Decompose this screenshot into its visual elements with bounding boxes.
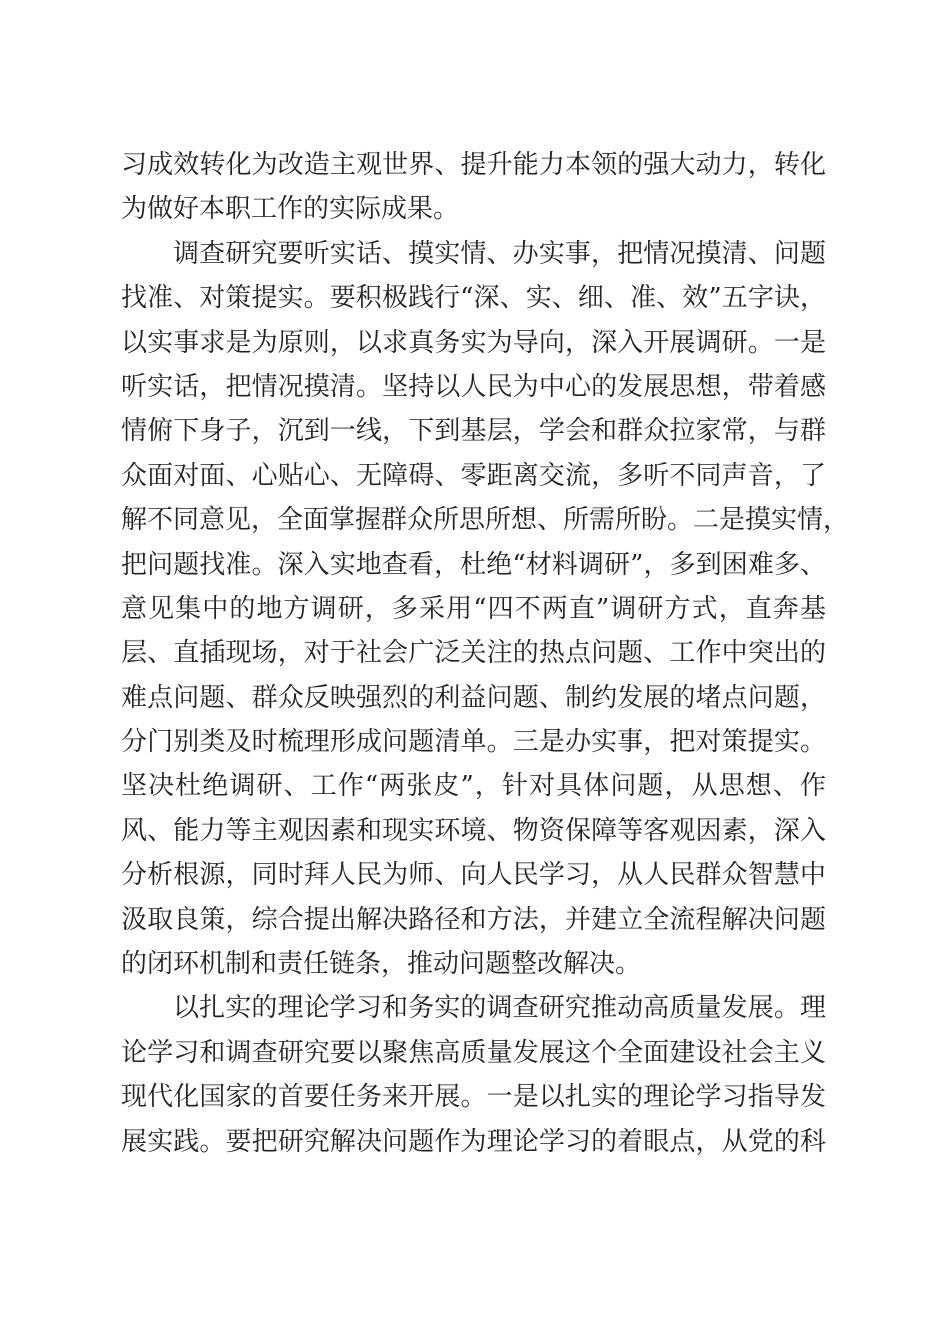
text-line: 的闭环机制和责任链条，推动问题整改解决。	[121, 949, 642, 980]
paragraph-3	[121, 986, 826, 1164]
body-text	[121, 143, 850, 1164]
text-line: 情俯下身子，沉到一线，下到基层，学会和群众拉家常，与群	[121, 416, 826, 447]
text-line: 分门别类及时梳理形成问题清单。三是办实事，把对策提实。	[121, 727, 826, 758]
text-line: 众面对面、心贴心、无障碍、零距离交流，多听不同声音，了	[121, 460, 826, 491]
text-line: 听实话，把情况摸清。坚持以人民为中心的发展思想，带着感	[121, 371, 826, 402]
text-line: 为做好本职工作的实际成果。	[121, 194, 460, 225]
text-line: 找准、对策提实。要积极践行“深、实、细、准、效”五字诀，	[121, 283, 826, 314]
paragraph-1	[121, 143, 826, 232]
text-line: 把问题找准。深入实地查看，杜绝“材料调研”，多到困难多、	[121, 549, 826, 580]
text-line: 风、能力等主观因素和现实环境、物资保障等客观因素，深入	[121, 815, 826, 846]
text-line: 层、直插现场，对于社会广泛关注的热点问题、工作中突出的	[121, 638, 826, 669]
text-line: 论学习和调查研究要以聚焦高质量发展这个全面建设社会主义	[121, 1037, 826, 1068]
text-line: 汲取良策，综合提出解决路径和方法，并建立全流程解决问题	[121, 904, 826, 935]
text-line: 以实事求是为原则，以求真务实为导向，深入开展调研。一是	[121, 327, 826, 358]
text-line: 调查研究要听实话、摸实情、办实事，把情况摸清、问题	[173, 238, 826, 269]
text-line: 以扎实的理论学习和务实的调查研究推动高质量发展。理	[173, 993, 826, 1024]
text-line: 习成效转化为改造主观世界、提升能力本领的强大动力，转化	[121, 150, 826, 180]
paragraph-2	[121, 232, 850, 987]
text-line: 展实践。要把研究解决问题作为理论学习的着眼点，从党的科	[121, 1126, 826, 1157]
text-line: 分析根源，同时拜人民为师、向人民学习，从人民群众智慧中	[121, 860, 826, 891]
text-line: 现代化国家的首要任务来开展。一是以扎实的理论学习指导发	[121, 1082, 826, 1113]
text-line: 难点问题、群众反映强烈的利益问题、制约发展的堵点问题，	[121, 682, 826, 713]
text-line: 坚决杜绝调研、工作“两张皮”，针对具体问题，从思想、作	[121, 771, 826, 802]
text-line: 意见集中的地方调研，多采用“四不两直”调研方式，直奔基	[121, 593, 826, 624]
text-line: 解不同意见，全面掌握群众所思所想、所需所盼。二是摸实情，	[121, 505, 850, 536]
